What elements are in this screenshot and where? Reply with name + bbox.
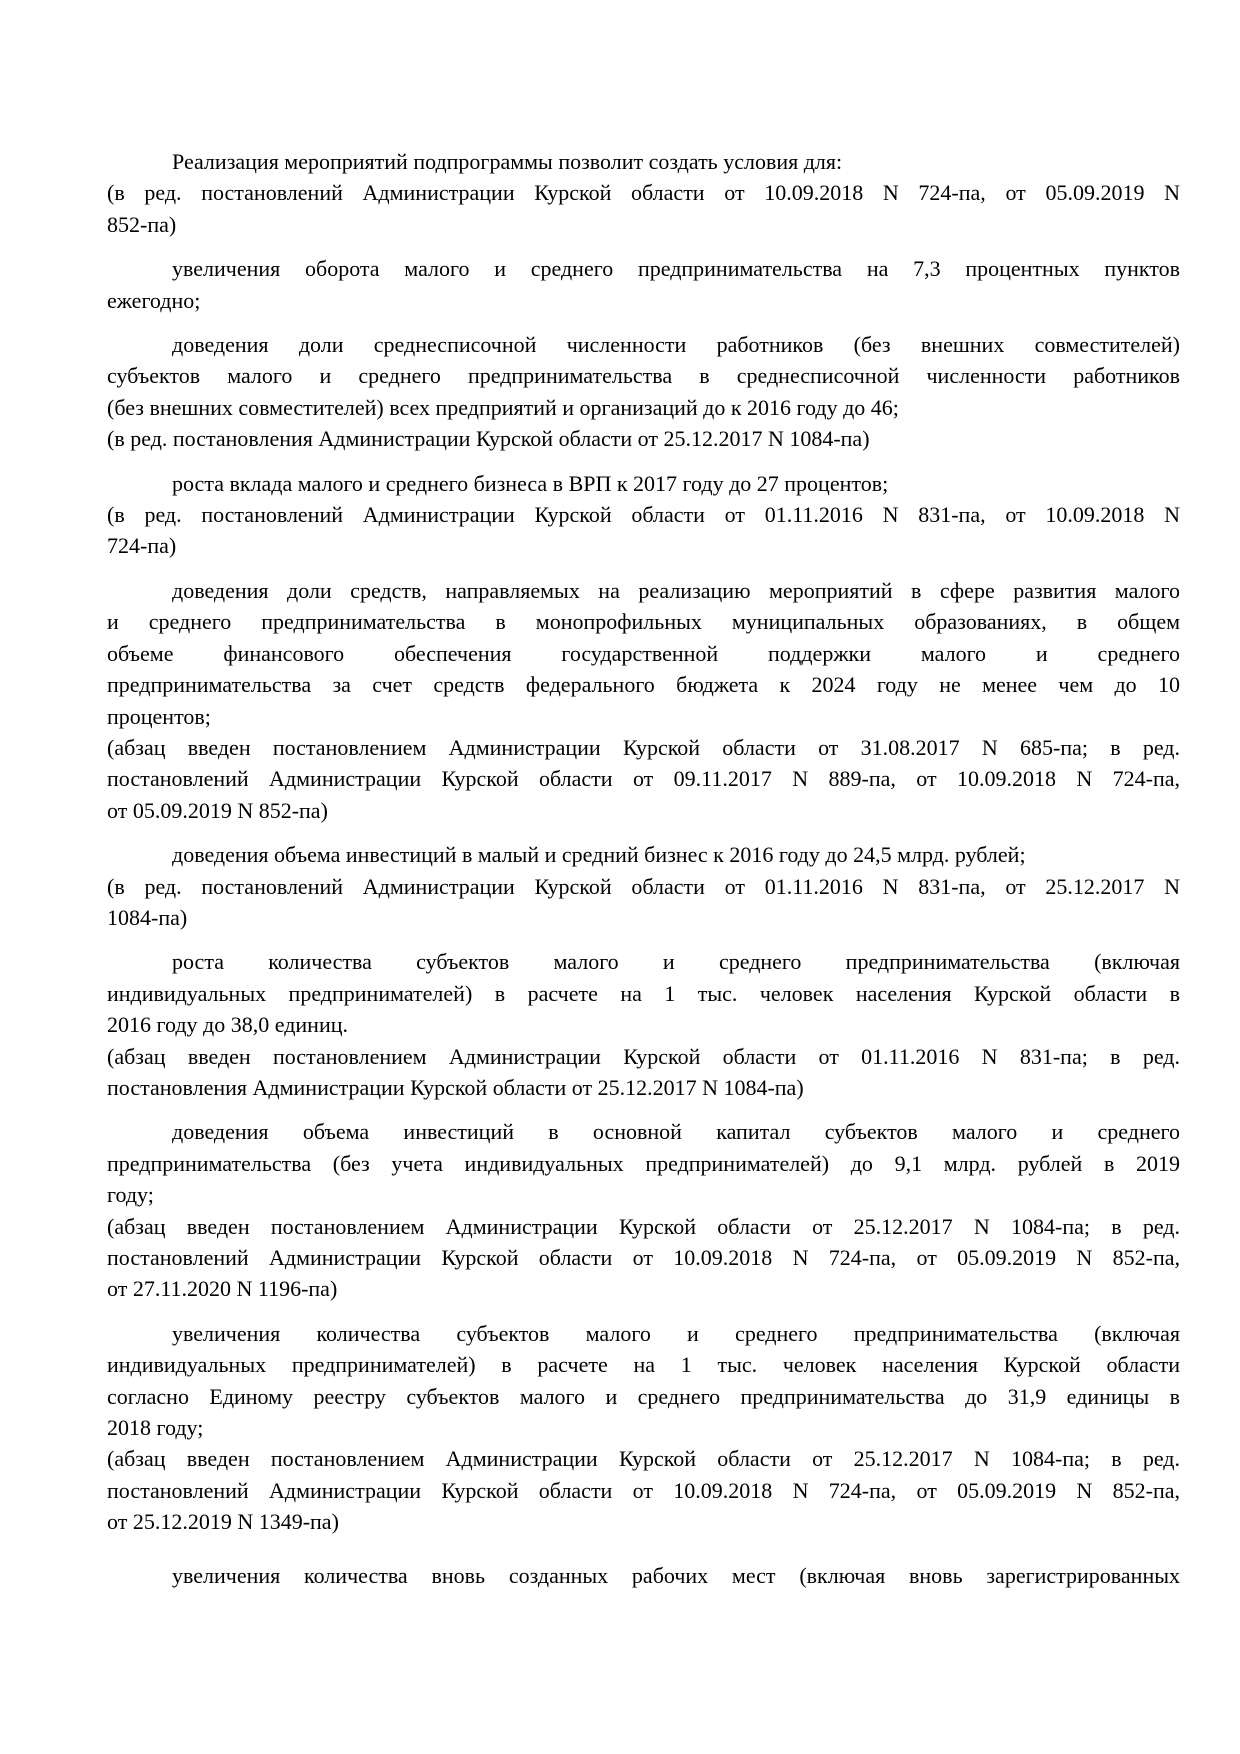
text-line: от 25.12.2019 N 1349-па) xyxy=(107,1509,339,1535)
text-line: (в ред. постановлений Администрации Курской области от 01.11.2016 N 831-па, от 25.12.2017 N xyxy=(107,873,1180,899)
text-line: 2018 году; xyxy=(107,1415,204,1441)
amendment-note xyxy=(107,1041,1180,1104)
amendment-note xyxy=(107,177,1180,240)
text-line: предпринимательства за счет средств федерального бюджета к 2024 году не менее чем до 10 xyxy=(107,672,1180,698)
text-line: доведения доли среднесписочной численности работников (без внешних совместителей) xyxy=(172,332,1180,358)
amendment-note xyxy=(107,1443,1180,1537)
amendment-note xyxy=(107,423,1180,454)
text-line: доведения объема инвестиций в малый и средний бизнес к 2016 году до 24,5 млрд. рублей; xyxy=(172,842,1026,868)
text-line: году; xyxy=(107,1182,154,1208)
text-line: объеме финансового обеспечения государственной поддержки малого и среднего xyxy=(107,640,1180,666)
paragraph xyxy=(107,1318,1180,1444)
paragraph xyxy=(107,468,1180,499)
amendment-note xyxy=(107,499,1180,562)
text-line: роста вклада малого и среднего бизнеса в ВРП к 2017 году до 27 процентов; xyxy=(172,470,889,496)
paragraph xyxy=(107,329,1180,423)
text-line: постановлений Администрации Курской области от 10.09.2018 N 724-па, от 05.09.2019 N 852-па, xyxy=(107,1245,1180,1270)
text-line: увеличения оборота малого и среднего предпринимательства на 7,3 процентных пунктов xyxy=(172,256,1180,282)
text-line: увеличения количества субъектов малого и среднего предпринимательства (включая xyxy=(172,1320,1180,1346)
paragraph xyxy=(107,1560,1180,1591)
text-line: постановления Администрации Курской области от 25.12.2017 N 1084-па) xyxy=(107,1074,804,1100)
text-line: 852-па) xyxy=(107,211,177,237)
paragraph xyxy=(107,575,1180,732)
text-line: (без внешних совместителей) всех предприятий и организаций до к 2016 году до 46; xyxy=(107,394,899,420)
text-line: (абзац введен постановлением Администрации Курской области от 31.08.2017 N 685-па; в ред. xyxy=(107,734,1180,760)
text-line: постановлений Администрации Курской области от 10.09.2018 N 724-па, от 05.09.2019 N 852-па, xyxy=(107,1477,1180,1503)
text-line: индивидуальных предпринимателей) в расчете на 1 тыс. человек населения Курской области xyxy=(107,1352,1180,1378)
text-line: предпринимательства (без учета индивидуальных предпринимателей) до 9,1 млрд. рублей в 2019 xyxy=(107,1150,1180,1176)
text-line: (в ред. постановлений Администрации Курской области от 01.11.2016 N 831-па, от 10.09.2018 N xyxy=(107,502,1180,528)
text-line: Реализация мероприятий подпрограммы позволит создать условия для: xyxy=(172,149,843,174)
text-line: процентов; xyxy=(107,703,211,729)
text-line: доведения доли средств, направляемых на реализацию мероприятий в сфере развития малого xyxy=(172,577,1180,603)
text-line: (абзац введен постановлением Администрации Курской области от 25.12.2017 N 1084-па; в ред. xyxy=(107,1213,1180,1239)
text-line: (в ред. постановления Администрации Курской области от 25.12.2017 N 1084-па) xyxy=(107,426,870,452)
text-line: и среднего предпринимательства в монопрофильных муниципальных образованиях, в общем xyxy=(107,609,1180,635)
text-line: 1084-па) xyxy=(107,904,188,930)
document-body xyxy=(107,146,1180,1591)
amendment-note xyxy=(107,871,1180,934)
text-line: 2016 году до 38,0 единиц. xyxy=(107,1012,348,1038)
text-line: увеличения количества вновь созданных рабочих мест (включая вновь зарегистрированных xyxy=(172,1562,1180,1588)
text-line: доведения объема инвестиций в основной капитал субъектов малого и среднего xyxy=(172,1119,1180,1145)
paragraph xyxy=(107,1116,1180,1210)
text-line: (в ред. постановлений Администрации Курской области от 10.09.2018 N 724-па, от 05.09.2019 N xyxy=(107,180,1180,206)
paragraph xyxy=(107,146,1180,177)
text-line: субъектов малого и среднего предпринимательства в среднесписочной численности работников xyxy=(107,363,1180,389)
text-line: 724-па) xyxy=(107,533,177,559)
amendment-note xyxy=(107,1211,1180,1305)
text-line: (абзац введен постановлением Администрации Курской области от 01.11.2016 N 831-па; в ред. xyxy=(107,1043,1180,1069)
text-line: от 05.09.2019 N 852-па) xyxy=(107,797,328,823)
text-line: постановлений Администрации Курской области от 09.11.2017 N 889-па, от 10.09.2018 N 724-па, xyxy=(107,766,1180,792)
amendment-note xyxy=(107,732,1180,826)
paragraph xyxy=(107,253,1180,316)
text-line: индивидуальных предпринимателей) в расчете на 1 тыс. человек населения Курской области в xyxy=(107,980,1180,1006)
text-line: ежегодно; xyxy=(107,287,201,313)
text-line: (абзац введен постановлением Администрации Курской области от 25.12.2017 N 1084-па; в ред. xyxy=(107,1446,1180,1472)
text-line: от 27.11.2020 N 1196-па) xyxy=(107,1276,338,1302)
paragraph xyxy=(107,946,1180,1040)
paragraph xyxy=(107,839,1180,870)
text-line: роста количества субъектов малого и среднего предпринимательства (включая xyxy=(172,949,1180,975)
text-line: согласно Единому реестру субъектов малого и среднего предпринимательства до 31,9 единицы в xyxy=(107,1383,1180,1409)
